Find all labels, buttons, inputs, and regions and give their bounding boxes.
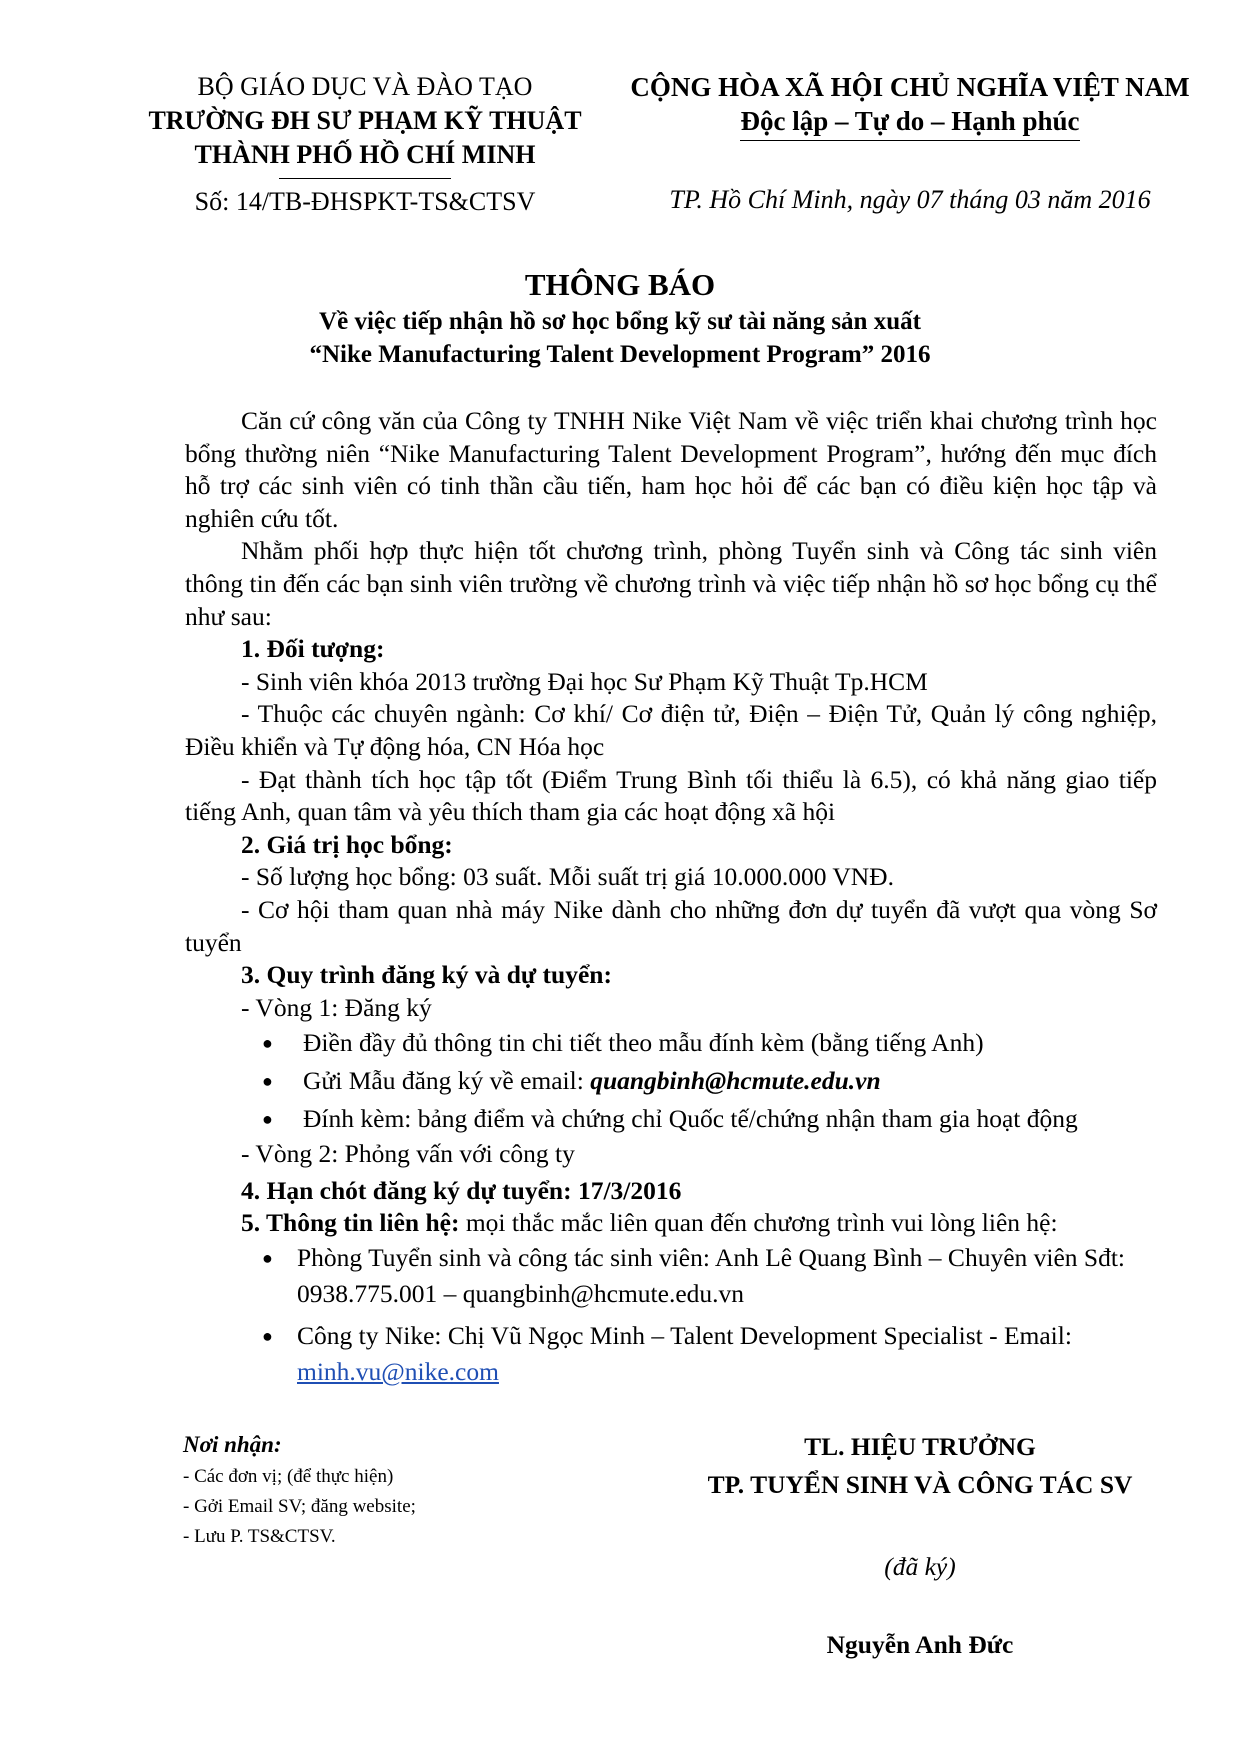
- announcement-title: THÔNG BÁO: [524, 267, 716, 302]
- national-motto: Độc lập – Tự do – Hạnh phúc: [740, 104, 1079, 141]
- section-process-title: 3. Quy trình đăng ký và dự tuyển:: [241, 960, 612, 990]
- round-one-steps: [185, 1024, 1157, 1138]
- section-contact-title: 5. Thông tin liên hệ:: [241, 1208, 460, 1238]
- program-name: “Nike Manufacturing Talent Development Program” 2016: [309, 341, 931, 368]
- section-deadline-title: 4. Hạn chót đăng ký dự tuyển: 17/3/2016: [241, 1175, 682, 1205]
- announcement-body: [185, 405, 1157, 1390]
- university-name-line2: THÀNH PHỐ HỒ CHÍ MINH: [194, 140, 536, 169]
- round-two: - Vòng 2: Phỏng vấn với công ty: [241, 1139, 575, 1169]
- list-item: ● Phòng Tuyển sinh và công tác sinh viên: Anh Lê Quang Bình – Chuyên viên Sđt: 0938.775.001 – quangbinh@hcmute.edu.vn: [185, 1240, 1157, 1312]
- list-item: ● Điền đầy đủ thông tin chi tiết theo mẫu đính kèm (bằng tiếng Anh): [185, 1024, 1157, 1062]
- document-number: Số: 14/TB-ĐHSPKT-TS&CTSV: [194, 187, 536, 216]
- signed-note: (đã ký): [884, 1552, 956, 1581]
- signer-title: TP. TUYỂN SINH VÀ CÔNG TÁC SV: [707, 1470, 1133, 1499]
- recipients-title: Nơi nhận:: [183, 1432, 282, 1457]
- list-item: ● Công ty Nike: Chị Vũ Ngọc Minh – Talent Development Specialist - Email: minh.vu@nike.com: [185, 1318, 1157, 1390]
- eligibility-line: - Thuộc các chuyên ngành: Cơ khí/ Cơ điện tử, Điện – Điện Tử, Quản lý công nghiệp, Điều khiển và Tự động hóa, CN Hóa học: [185, 699, 1157, 761]
- list-item: - Gởi Email SV; đăng website;: [183, 1496, 416, 1517]
- section-eligibility-title: 1. Đối tượng:: [241, 634, 385, 664]
- eligibility-line: - Sinh viên khóa 2013 trường Đại học Sư Phạm Kỹ Thuật Tp.HCM: [241, 666, 928, 696]
- value-line: - Cơ hội tham quan nhà máy Nike dành cho những đơn dự tuyển đã vượt qua vòng Sơ tuyển: [185, 894, 1157, 957]
- list-item: - Lưu P. TS&CTSV.: [183, 1526, 336, 1547]
- bullet-icon: ●: [262, 1033, 273, 1054]
- recipients-block: [183, 1428, 563, 1552]
- national-header: [610, 70, 1210, 141]
- bullet-icon: ●: [262, 1326, 273, 1347]
- value-line: - Số lượng học bổng: 03 suất. Mỗi suất trị giá 10.000.000 VNĐ.: [241, 862, 894, 892]
- section-value-title: 2. Giá trị học bổng:: [241, 829, 453, 859]
- eligibility-line: - Đạt thành tích học tập tốt (Điểm Trung Bình tối thiểu là 6.5), có khả năng giao tiếp tiếng Anh, quan tâm và yêu thích tham gia các hoạt động xã hội: [185, 764, 1157, 827]
- list-item: ● Đính kèm: bảng điểm và chứng chỉ Quốc tế/chứng nhận tham gia hoạt động: [185, 1100, 1157, 1138]
- announcement-title-block: [100, 265, 1140, 371]
- document-date: TP. Hồ Chí Minh, ngày 07 tháng 03 năm 2016: [669, 185, 1151, 214]
- signer-name: Nguyễn Anh Đức: [826, 1630, 1014, 1659]
- announcement-subtitle: Về việc tiếp nhận hồ sơ học bổng kỹ sư tài năng sản xuất: [319, 308, 921, 335]
- paragraph-basis: Căn cứ công văn của Công ty TNHH Nike Việt Nam về việc triển khai chương trình học bổng thường niên “Nike Manufacturing Talent Development Program”, hướng đến mục đích hỗ trợ các sinh viên có tinh thần cầu tiến, ham học hỏi để các bạn có điều kiện học tập và nghiên cứu tốt.: [185, 406, 1157, 533]
- list-item: ● Gửi Mẫu đăng ký về email: quangbinh@hcmute.edu.vn: [185, 1062, 1157, 1100]
- list-item: - Các đơn vị; (để thực hiện): [183, 1466, 394, 1487]
- university-name-line1: TRƯỜNG ĐH SƯ PHẠM KỸ THUẬT: [148, 106, 582, 135]
- signature-block: [640, 1428, 1200, 1660]
- section-contact: 5. Thông tin liên hệ: mọi thắc mắc liên quan đến chương trình vui lòng liên hệ:: [241, 1208, 1058, 1238]
- nation-name: CỘNG HÒA XÃ HỘI CHỦ NGHĨA VIỆT NAM: [630, 72, 1190, 102]
- submission-email: quangbinh@hcmute.edu.vn: [590, 1066, 881, 1096]
- nike-email-link[interactable]: minh.vu@nike.com: [297, 1357, 499, 1387]
- ministry-name: BỘ GIÁO DỤC VÀ ĐÀO TẠO: [197, 72, 533, 101]
- signer-authority: TL. HIỆU TRƯỞNG: [804, 1432, 1036, 1461]
- paragraph-purpose: Nhằm phối hợp thực hiện tốt chương trình, phòng Tuyển sinh và Công tác sinh viên thông tin đến các bạn sinh viên trường về chương trình và việc tiếp nhận hồ sơ học bổng cụ thể như sau:: [185, 536, 1157, 631]
- header-divider: [279, 178, 451, 179]
- bullet-icon: ●: [262, 1071, 273, 1092]
- issuing-organization: [115, 70, 615, 219]
- round-one: - Vòng 1: Đăng ký: [241, 992, 432, 1022]
- contact-list: [185, 1240, 1157, 1390]
- bullet-icon: ●: [262, 1248, 273, 1269]
- bullet-icon: ●: [262, 1109, 273, 1130]
